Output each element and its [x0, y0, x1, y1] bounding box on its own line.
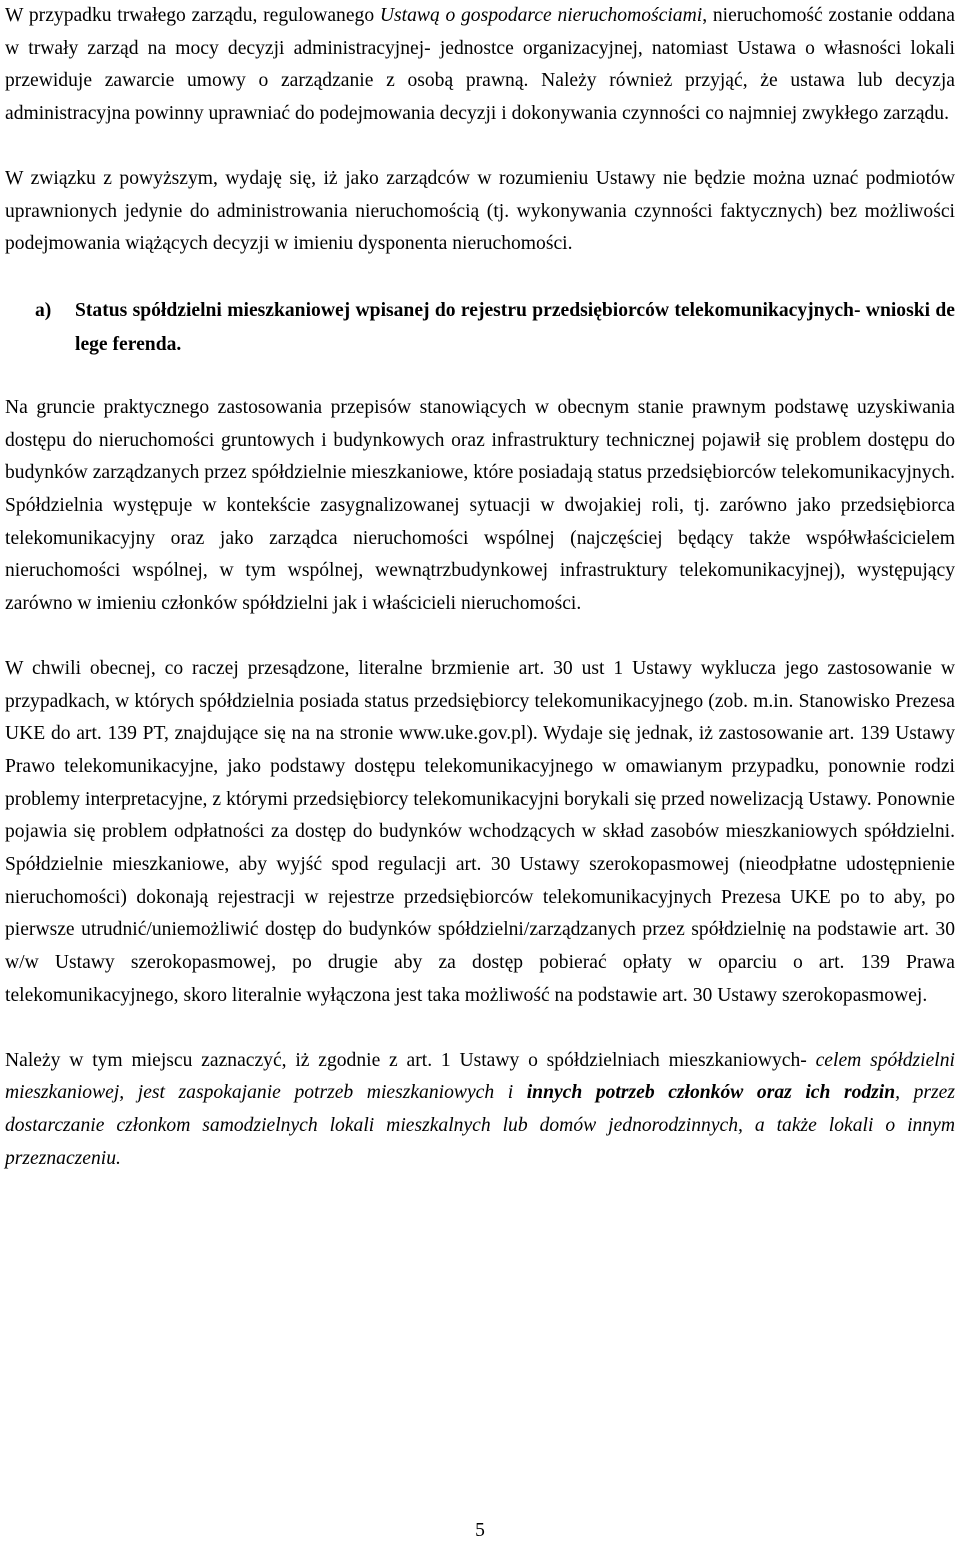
paragraph-zarzadcy: W związku z powyższym, wydaję się, iż jako zarządców w rozumieniu Ustawy nie będzie można uznać podmiotów uprawnionych jedynie do administrowania nieruchomością (tj. wykonywania czynności faktycznych) bez możliwości podejmowania wiążących decyzji w imieniu dysponenta nieruchomości.	[5, 167, 955, 255]
quote-italic-end: , przez dostarczanie członkom samodzielnych lokali mieszkalnych lub domów jednorodzinnych, a także lokali o innym przeznaczeniu.	[5, 1082, 955, 1169]
page-number: 5	[475, 1520, 485, 1541]
quote-bold-italic: innych potrzeb członków oraz ich rodzin	[526, 1082, 896, 1104]
heading-list-marker: a)	[35, 299, 52, 321]
paragraph-trwaly-zarzad	[5, 0, 955, 131]
act-title-italic: Ustawą o gospodarce nieruchomościami	[379, 5, 703, 26]
document-page	[5, 0, 955, 1175]
paragraph-art-30: W chwili obecnej, co raczej przesądzone, literalne brzmienie art. 30 ust 1 Ustawy wyklucza jego zastosowanie w przypadkach, w których spółdzielnia posiada status przedsiębiorcy telekomunikacyjnego (zob. m.in. Stanowisko Prezesa UKE do art. 139 PT, znajdujące się na na stronie www.uke.gov.pl). Wydaje się jednak, iż zastosowanie art. 139 Ustawy Prawo telekomunikacyjne, jako podstawy dostępu telekomunikacyjnego w omawianym przypadku, ponownie rodzi problemy interpretacyjne, z którymi przedsiębiorcy telekomunikacyjni borykali się przed nowelizacją Ustawy. Ponownie pojawia się problem odpłatności za dostęp do budynków wchodzących w skład zasobów mieszkaniowych spółdzielni. Spółdzielnie mieszkaniowe, aby wyjść spod regulacji art. 30 Ustawy szerokopasmowej (nieodpłatne udostępnienie nieruchomości) dokonają rejestracji w rejestrze przedsiębiorców telekomunikacyjnych Prezesa UKE po to aby, po pierwsze utrudnić/uniemożliwić dostęp do budynków spółdzielni/zarządzanych przez spółdzielnię na podstawie art. 30 w/w Ustawy szerokopasmowej, po drugie aby za dostęp pobierać opłaty w oparciu o art. 139 Prawa telekomunikacyjnego, skoro literalnie wyłączona jest taka możliwość na podstawie art. 30 Ustawy szerokopasmowej.	[5, 657, 955, 1006]
quote-italic: celem spółdzielni mieszkaniowej, jest zaspokajanie potrzeb mieszkaniowych i	[5, 1049, 955, 1104]
paragraph-text: , nieruchomość zostanie oddana w trwały zarząd na mocy decyzji administracyjnej- jednostce organizacyjnej, natomiast Ustawa o własności lokali przewiduje zawarcie umowy o zarządzanie z osobą prawną. Należy również przyjąć, że ustawa lub decyzja administracyjna powinny uprawniać do podejmowania decyzji i dokonywania czynności co najmniej zwykłego zarządu.	[5, 5, 955, 125]
section-heading	[5, 294, 955, 362]
heading-text: Status spółdzielni mieszkaniowej wpisanej do rejestru przedsiębiorców telekomunikacyjnych- wnioski de lege ferenda.	[75, 299, 955, 355]
paragraph-spoldzielnie: Na gruncie praktycznego zastosowania przepisów stanowiących w obecnym stanie prawnym podstawę uzyskiwania dostępu do nieruchomości gruntowych i budynkowych oraz infrastruktury technicznej pojawił się problem dostępu do budynków zarządzanych przez spółdzielnie mieszkaniowe, które posiadają status przedsiębiorców telekomunikacyjnych. Spółdzielnia występuje w kontekście zasygnalizowanej sytuacji w dwojakiej roli, tj. zarówno jako przedsiębiorca telekomunikacyjny oraz jako zarządca nieruchomości wspólnej (najczęściej będący także współwłaścicielem nieruchomości wspólnej, w tym wspólnej, wewnątrzbudynkowej infrastruktury telekomunikacyjnej), występujący zarówno w imieniu członków spółdzielni jak i właścicieli nieruchomości.	[5, 396, 955, 615]
paragraph-art-1	[5, 1045, 955, 1176]
paragraph-text: W przypadku trwałego zarządu, regulowanego	[5, 5, 380, 26]
paragraph-text: Należy w tym miejscu zaznaczyć, iż zgodnie z art. 1 Ustawy o spółdzielniach mieszkaniowych-	[5, 1049, 816, 1071]
